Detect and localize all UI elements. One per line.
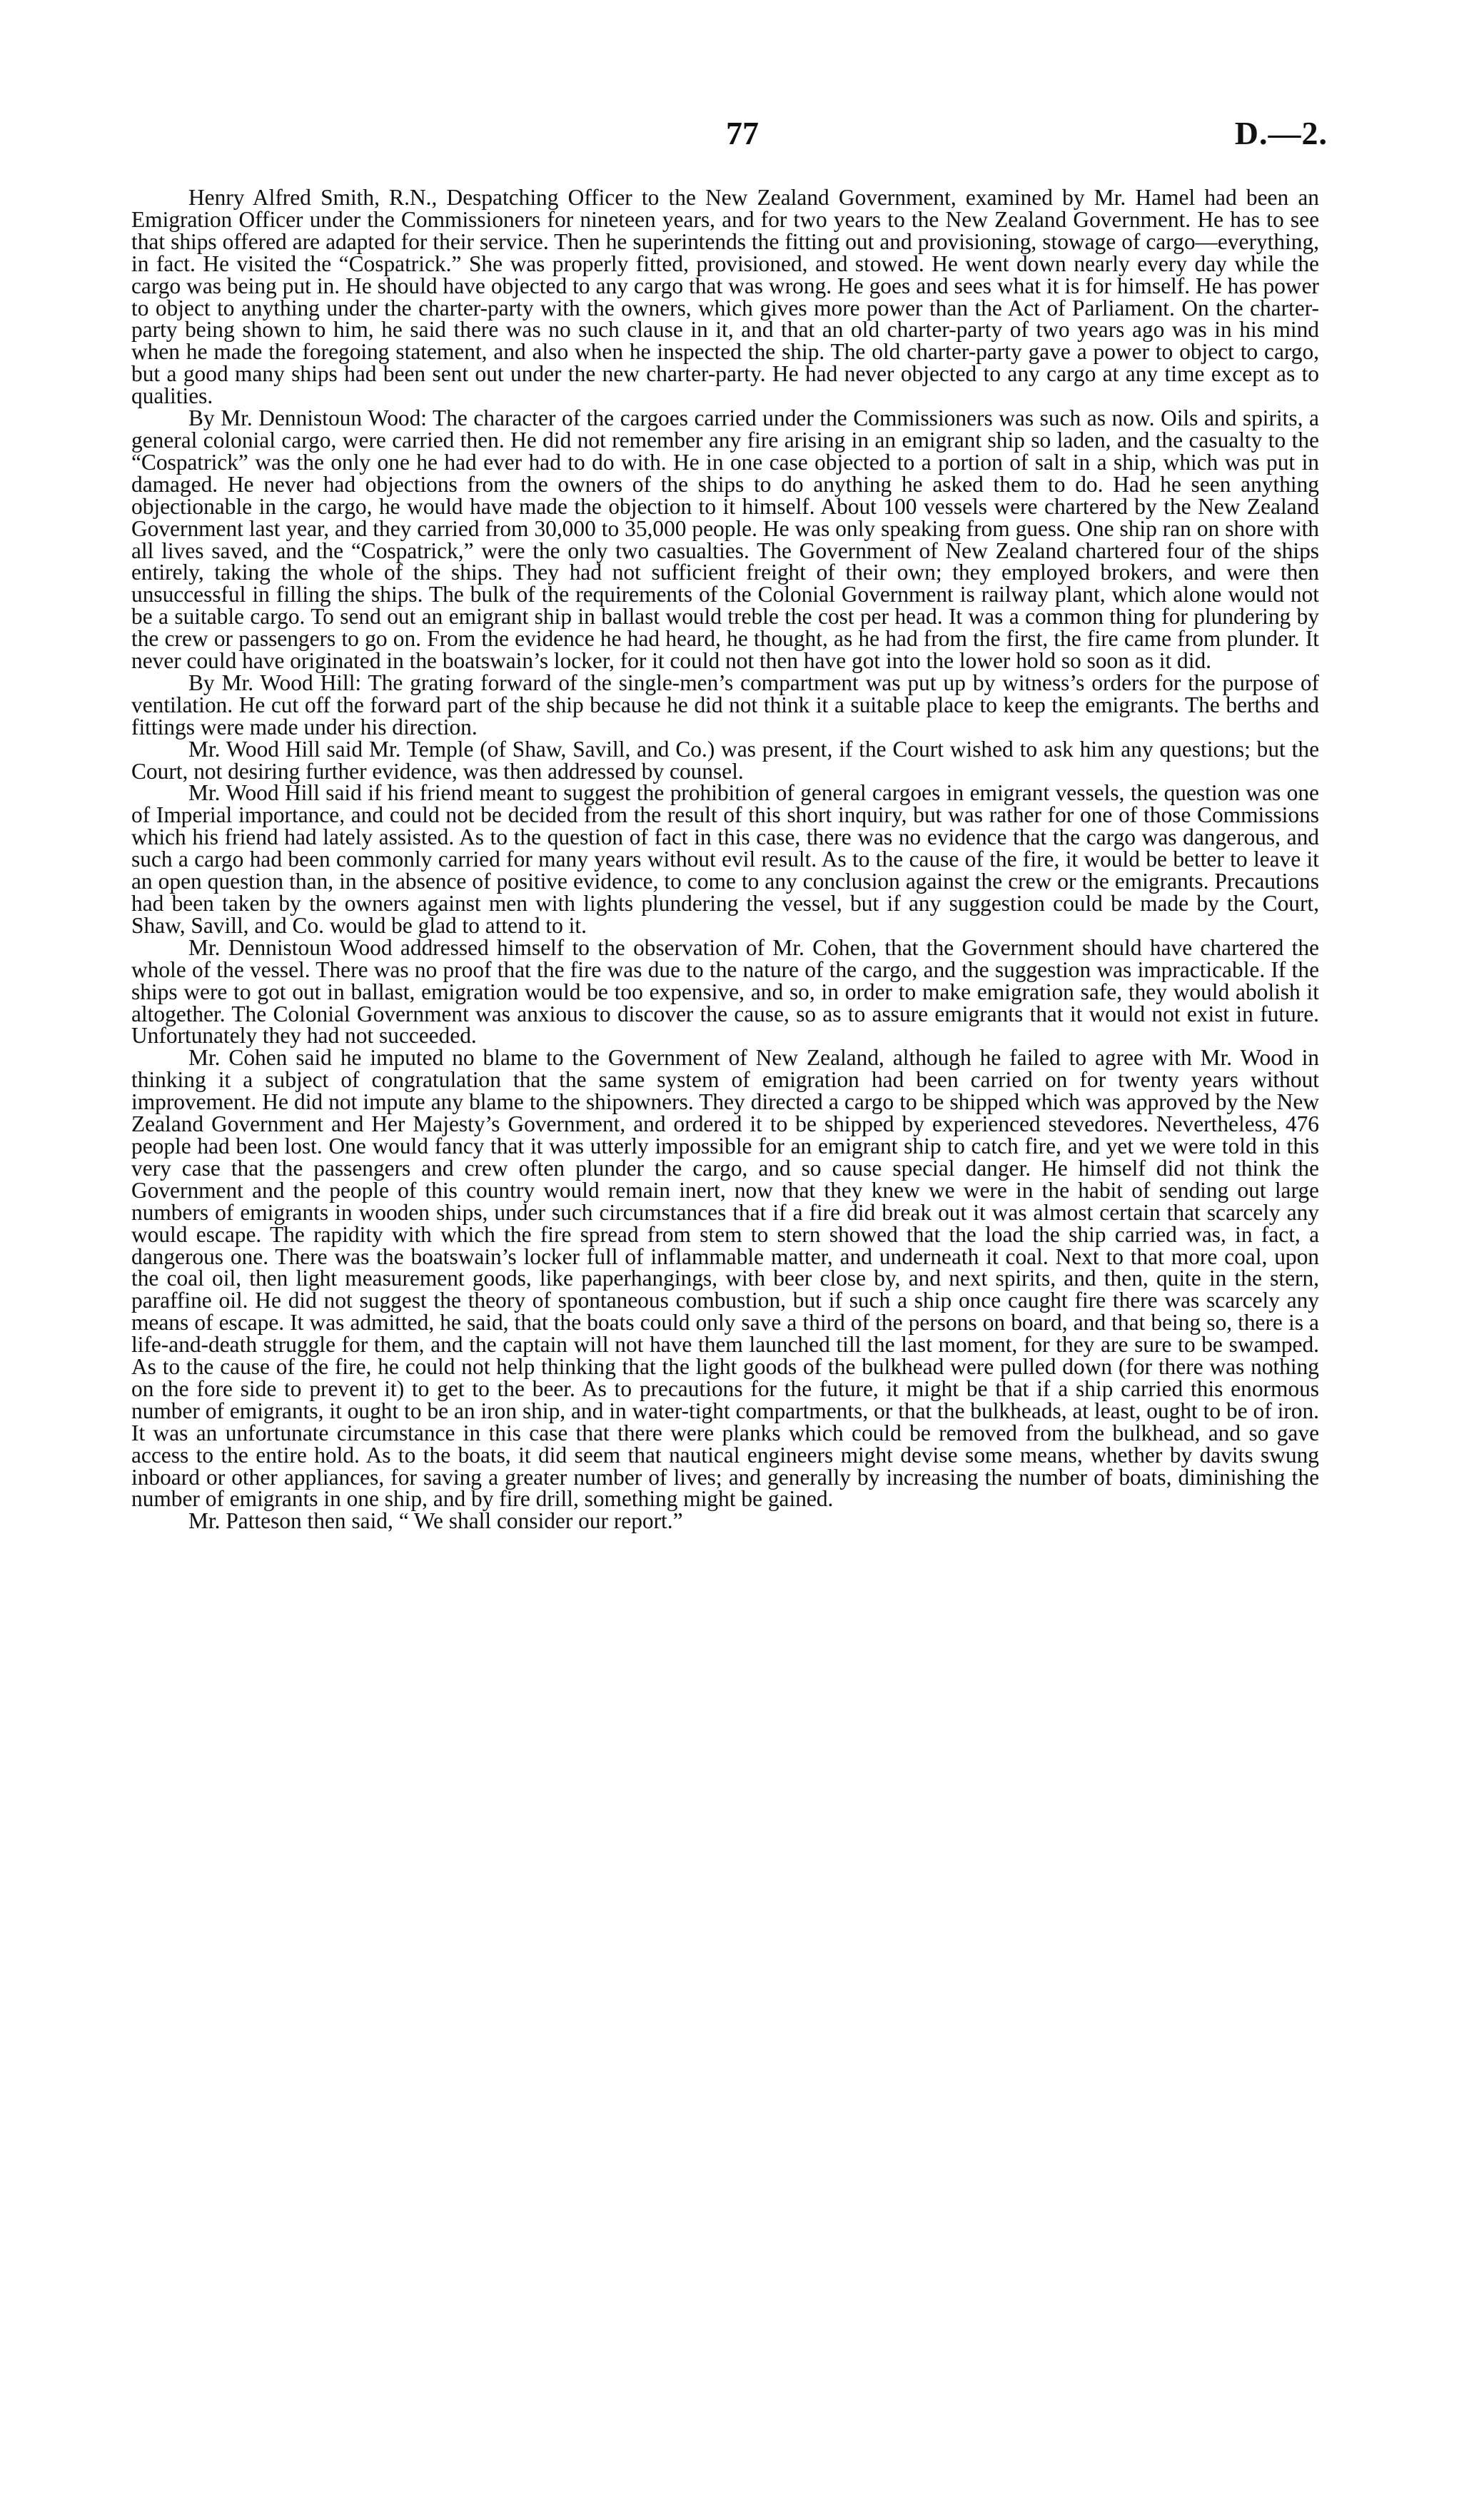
page-header xyxy=(157,114,1328,157)
paragraph-dennistoun-wood-questions: By Mr. Dennistoun Wood: The character of the cargoes carried under the Commissioners was such as now. Oils and spirits, a general colonial cargo, were carried then. He did not remember any fire arising in an emigrant ship so laden, and the casualty to the “Cospatrick” was the only one he had ever had to do with. He in one case objected to a portion of salt in a ship, which was put in damaged. He never had objections from the owners of the ships to do anything he asked them to do. Had he seen anything objectionable in the cargo, he would have made the objection to it himself. About 100 vessels were chartered by the New Zealand Government last year, and they carried from 30,000 to 35,000 people. He was only speaking from guess. One ship ran on shore with all lives saved, and the “Cospatrick,” were the only two casualties. The Government of New Zealand chartered four of the ships entirely, taking the whole of the ships. They had not sufficient freight of their own; they employed brokers, and were then unsuccessful in filling the ships. The bulk of the requirements of the Colonial Government is railway plant, which alone would not be a suitable cargo. To send out an emigrant ship in ballast would treble the cost per head. It was a common thing for plundering by the crew or passengers to go on. From the evidence he had heard, he thought, as he had from the first, the fire came from plunder. It never could have originated in the boatswain’s locker, for it could not then have got into the lower hold so soon as it did. xyxy=(131,405,1319,674)
paragraph-smith-examination: Henry Alfred Smith, R.N., Despatching Officer to the New Zealand Government, examined by Mr. Hamel had been an Emigration Officer under the Commissioners for nineteen years, and for two years to the New Zealand Government. He has to see that ships offered are adapted for their service. Then he superintends the fitting out and provisioning, stowage of cargo—everything, in fact. He visited the “Cospatrick.” She was properly fitted, provisioned, and stowed. He went down nearly every day while the cargo was being put in. He should have objected to any cargo that was wrong. He goes and sees what it is for himself. He has power to object to anything under the charter-party with the owners, which gives more power than the Act of Parliament. On the charter-party being shown to him, he said there was no such clause in it, and that an old charter-party of two years ago was in his mind when he made the foregoing statement, and also when he inspected the ship. The old charter-party gave a power to object to cargo, but a good many ships had been sent out under the new charter-party. He had never objected to any cargo at any time except as to qualities. xyxy=(131,185,1319,409)
paragraph-temple-present: Mr. Wood Hill said Mr. Temple (of Shaw, Savill, and Co.) was present, if the Court wished to ask him any questions; but the Court, not desiring further evidence, was then addressed by counsel. xyxy=(131,736,1319,784)
document-reference: D.—2. xyxy=(1234,115,1328,151)
paragraph-cohen-address: Mr. Cohen said he imputed no blame to the Government of New Zealand, although he failed to agree with Mr. Wood in thinking it a subject of congratulation that the same system of emigration had been carried on for twenty years without improvement. He did not impute any blame to the shipowners. They directed a cargo to be shipped which was approved by the New Zealand Government and Her Majesty’s Government, and ordered it to be shipped by experienced stevedores. Nevertheless, 476 people had been lost. One would fancy that it was utterly impossible for an emigrant ship to catch fire, and yet we were told in this very case that the passengers and crew often plunder the cargo, and so cause special danger. He himself did not think the Government and the people of this country would remain inert, now that they knew we were in the habit of sending out large numbers of emigrants in wooden ships, under such circumstances that if a fire did break out it was almost certain that scarcely any would escape. The rapidity with which the fire spread from stem to stern showed that the load the ship carried was, in fact, a dangerous one. There was the boatswain’s locker full of inflammable matter, and underneath it coal. Next to that more coal, upon the coal oil, then light measurement goods, like paperhangings, with beer close by, and next spirits, and then, quite in the stern, paraffine oil. He did not suggest the theory of spontaneous combustion, but if such a ship once caught fire there was scarcely any means of escape. It was admitted, he said, that the boats could only save a third of the persons on board, and that being so, there is a life-and-death struggle for them, and the captain will not have them launched till the last moment, for they are sure to be swamped. As to the cause of the fire, he could not help thinking that the light goods of the bulkhead were pulled down (for there was nothing on the fore side to prevent it) to get to the beer. As to precautions for the future, it might be that if a ship carried this enormous number of emigrants, it ought to be an iron ship, and in water-tight compartments, or that the bulkheads, at least, ought to be of iron. It was an unfortunate circumstance in this case that there were planks which could be removed from the bulkhead, and so gave access to the entire hold. As to the boats, it did seem that nautical engineers might devise some means, whether by davits swung inboard or other appliances, for saving a greater number of lives; and generally by increasing the number of boats, diminishing the number of emigrants in one ship, and by fire drill, something might be gained. xyxy=(131,1045,1319,1512)
paragraph-wood-hill-questions: By Mr. Wood Hill: The grating forward of the single-men’s compartment was put up by witness’s orders for the purpose of ventilation. He cut off the forward part of the ship because he did not think it a suitable place to keep the emigrants. The berths and fittings were made under his direction. xyxy=(131,670,1319,739)
paragraph-patteson-closing: Mr. Patteson then said, “ We shall consider our report.” xyxy=(188,1508,683,1534)
page-number: 77 xyxy=(726,115,759,151)
paragraph-dennistoun-wood-address: Mr. Dennistoun Wood addressed himself to the observation of Mr. Cohen, that the Government should have chartered the whole of the vessel. There was no proof that the fire was due to the nature of the cargo, and the suggestion was impracticable. If the ships were to got out in ballast, emigration would be too expensive, and so, in order to make emigration safe, they would abolish it altogether. The Colonial Government was anxious to discover the cause, so as to assure emigrants that it would not exist in future. Unfortunately they had not succeeded. xyxy=(131,934,1319,1049)
body-text xyxy=(131,187,1319,1533)
paragraph-wood-hill-address: Mr. Wood Hill said if his friend meant to suggest the prohibition of general cargoes in emigrant vessels, the question was one of Imperial importance, and could not be decided from the result of this short inquiry, but was rather for one of those Commissions which his friend had lately assisted. As to the question of fact in this case, there was no evidence that the cargo was dangerous, and such a cargo had been commonly carried for many years without evil result. As to the cause of the fire, it would be better to leave it an open question than, in the absence of positive evidence, to come to any conclusion against the crew or the emigrants. Precautions had been taken by the owners against men with lights plundering the vessel, but if any suggestion could be made by the Court, Shaw, Savill, and Co. would be glad to attend to it. xyxy=(131,780,1319,938)
